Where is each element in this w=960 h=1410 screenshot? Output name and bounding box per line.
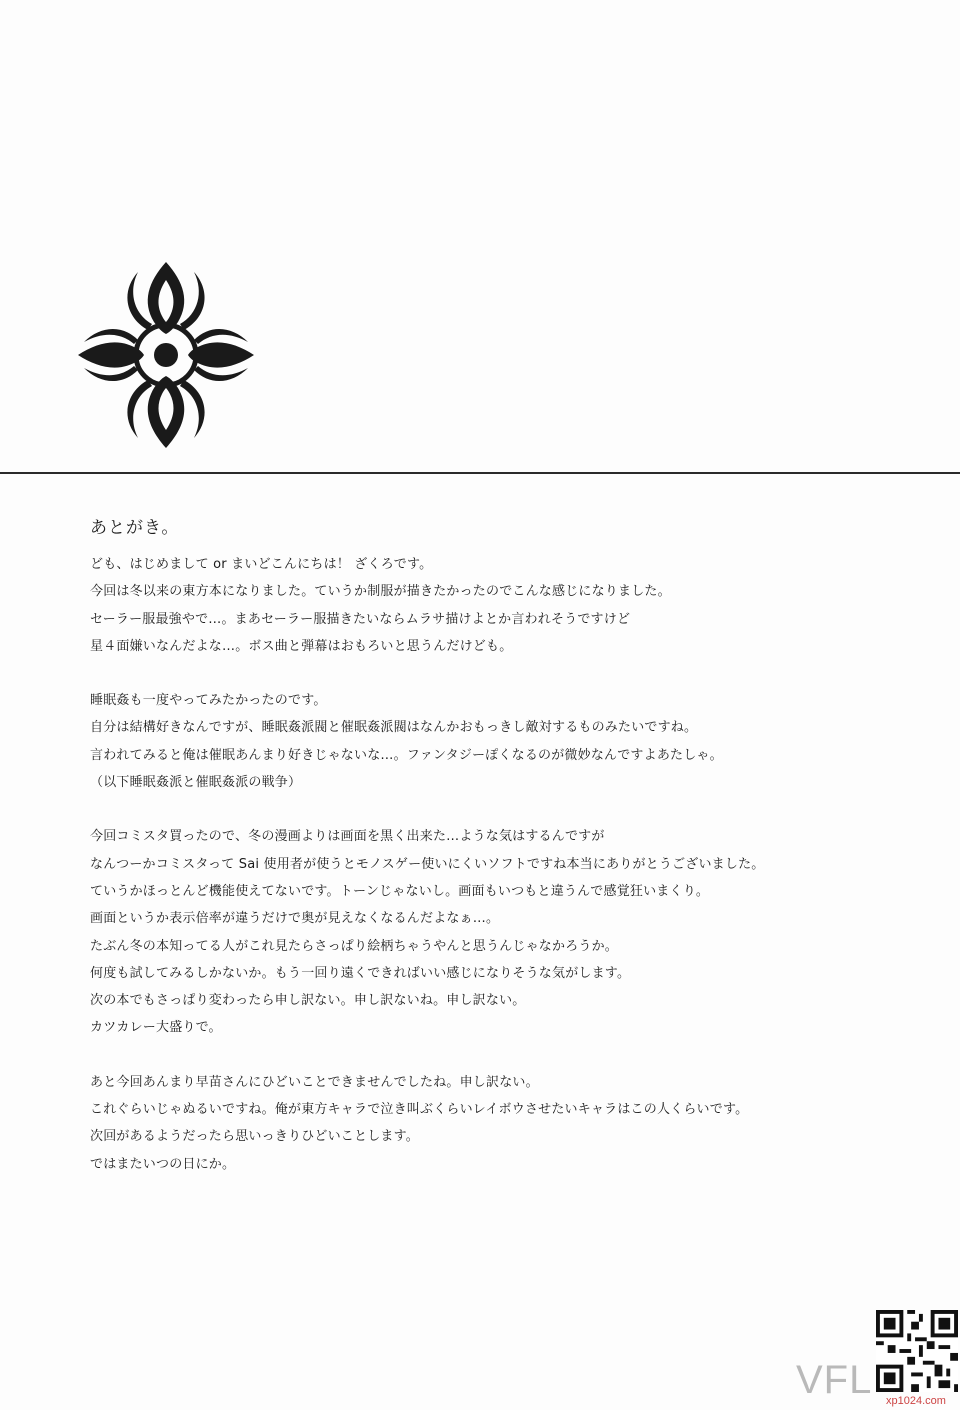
afterword-line: これぐらいじゃぬるいですね。俺が東方キャラで泣き叫ぶくらいレイボウさせたいキャラはこの人くらいです。 <box>90 1102 749 1118</box>
afterword-line: 今回コミスタ買ったので、冬の漫画よりは画面を黒く出来た…ような気はするんですが <box>90 829 605 845</box>
flourish-cross-ornament-icon <box>78 262 254 448</box>
afterword-line: 次回があるようだったら思いっきりひどいことします。 <box>90 1129 419 1145</box>
watermark-url: xp1024.com <box>886 1395 946 1407</box>
afterword-section <box>90 515 890 1205</box>
afterword-line: 言われてみると俺は催眠あんまり好きじゃないな…。ファンタジーぽくなるのが微妙なんですよあたしゃ。 <box>90 747 723 763</box>
afterword-line: ていうかほっとんど機能使えてないです。トーンじゃないし。画面もいつもと違うんで感覚狂いまくり。 <box>90 883 710 899</box>
watermark-logo-text: VFL <box>796 1358 873 1402</box>
afterword-line: たぶん冬の本知ってる人がこれ見たらさっぱり絵柄ちゃうやんと思うんじゃなかろうか。 <box>90 938 619 954</box>
afterword-paragraph <box>90 1069 890 1178</box>
afterword-line: なんつーかコミスタって Sai 使用者が使うとモノスゲー使いにくいソフトですね本当にありがとうございました。 <box>90 856 765 872</box>
afterword-paragraph <box>90 687 890 796</box>
afterword-body <box>90 551 890 1178</box>
afterword-line: 次の本でもさっぱり変わったら申し訳ない。申し訳ないね。申し訳ない。 <box>90 993 526 1009</box>
qr-code-icon <box>876 1310 958 1392</box>
afterword-paragraph <box>90 823 890 1041</box>
afterword-line: 星４面嫌いなんだよな…。ボス曲と弾幕はおもろいと思うんだけども。 <box>90 638 513 654</box>
afterword-title: あとがき。 <box>90 518 180 538</box>
afterword-line: ども、はじめまして or まいどこんにちは！ ざくろです。 <box>90 557 433 572</box>
afterword-line: （以下睡眠姦派と催眠姦派の戦争） <box>90 775 302 791</box>
afterword-line: 自分は結構好きなんですが、睡眠姦派閥と催眠姦派閥はなんかおもっきし敵対するものみたいですね。 <box>90 720 698 736</box>
afterword-line: セーラー服最強やで…。まあセーラー服描きたいならムラサ描けよとか言われそうですけど <box>90 611 631 627</box>
afterword-line: 画面というか表示倍率が違うだけで奥が見えなくなるんだよなぁ…。 <box>90 911 500 927</box>
afterword-line: 睡眠姦も一度やってみたかったのです。 <box>90 693 327 709</box>
afterword-line: ではまたいつの日にか。 <box>90 1156 236 1172</box>
afterword-line: カツカレー大盛りで。 <box>90 1020 222 1036</box>
afterword-paragraph <box>90 551 890 660</box>
watermark <box>796 1310 960 1410</box>
afterword-line: あと今回あんまり早苗さんにひどいことできませんでしたね。申し訳ない。 <box>90 1074 539 1090</box>
afterword-line: 今回は冬以来の東方本になりました。ていうか制服が描きたかったのでこんな感じになりました。 <box>90 584 671 600</box>
afterword-line: 何度も試してみるしかないか。もう一回り遠くできればいい感じになりそうな気がします。 <box>90 965 631 981</box>
horizontal-divider <box>0 472 960 474</box>
